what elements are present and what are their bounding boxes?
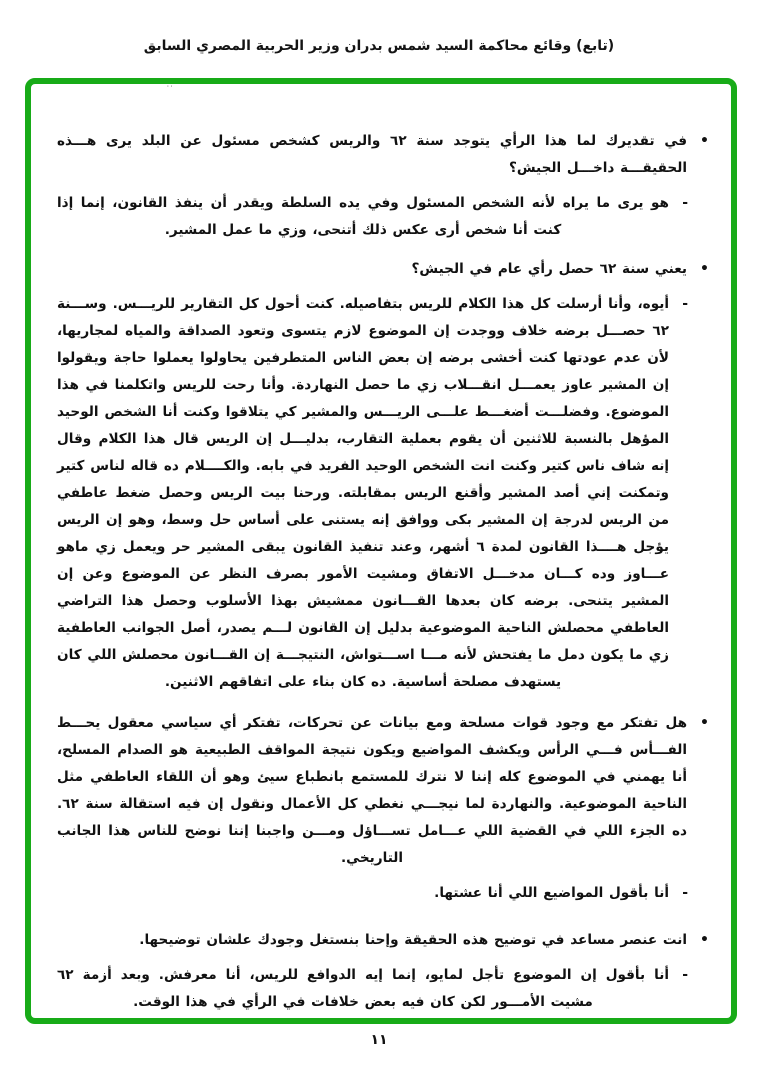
dash-icon: - <box>682 967 688 983</box>
qa-question <box>57 128 709 182</box>
qa-answer <box>57 880 709 907</box>
qa-answer <box>57 190 709 244</box>
dash-icon: - <box>682 296 688 312</box>
qa-answer <box>57 962 709 1016</box>
answer-text: هو يرى ما يراه لأنه الشخص المسئول وفي يده السلطة ويقدر أن ينفذ القانون، إنما إذا كنت أنا شخص أرى عكس ذلك أتنحى، وزي ما عمل المشير. <box>57 195 669 238</box>
question-text: في تقديرك لما هذا الرأي يتوجد سنة ٦٢ والريس كشخص مسئول عن البلد يرى هـــذه الحقيقـــة داخـــل الجيش؟ <box>57 133 687 176</box>
page-number: ١١ <box>370 1032 388 1048</box>
bullet-icon: • <box>700 261 709 277</box>
answer-text: أنا بأقول المواضيع اللي أنا عشتها. <box>434 885 669 901</box>
bullet-icon: • <box>700 715 709 731</box>
question-text: يعني سنة ٦٢ حصل رأي عام في الجيش؟ <box>411 261 687 277</box>
bullet-icon: • <box>700 133 709 149</box>
qa-question <box>57 710 709 872</box>
transcript-body <box>31 84 731 1018</box>
document-title: (تابع) وقائع محاكمة السيد شمس بدران وزير الحربية المصري السابق <box>143 38 615 54</box>
qa-question <box>57 256 709 283</box>
question-text: انت عنصر مساعد في توضيح هذه الحقيقة وإحنا بنستغل وجودك علشان توضيحها. <box>139 932 687 948</box>
qa-answer <box>57 291 709 696</box>
answer-text: أيوه، وأنا أرسلت كل هذا الكلام للريس بتفاصيله. كنت أحول كل التقارير للريـــس. وســـنة ٦٢ حصـــل برضه خلاف ووجدت إن الموضوع لازم يتسوى وتعود الصداقة والمياه لمجاريها، لأن عدم عودتها كنت أخشى برضه إن بعض الناس المتطرفين يحاولوا يعملوا حاجة ويقولوا إن المشير عاوز يعمـــل انقـــلاب زي ما حصل النهاردة. وأنا رحت للريس واتكلمنا في هذا الموضوع. وفضلـــت أضغـــط علـــى الريـــس والمشير كي يتلاقوا وكنت أنا الشخص الوحيد المؤهل بالنسبة للاثنين أن يقوم بعملية التقارب، بدليـــل إن الريس قال هذا الكلام وقال إنه شاف ناس كتير وكنت انت الشخص الوحيد الفريد في بابه. والكــــلام ده قاله لناس كتير وتمكنت إني أصد المشير وأقنع الريس بمقابلته. ورحنا بيت الريس وحصل ضغط عاطفي من الريس لدرجة إن المشير بكى ووافق إنه يستنى على أساس حل وسط، وهو إن الريس يؤجل هــــذا القانون لمدة ٦ أشهر، وعند تنفيذ القانون يبقى المشير حر ويعمل زي ماهو عـــاوز وده كـــان مدخـــل الاتفاق ومشيت الأمور بصرف النظر عن الموضوع وعن إن المشير يتنحى. برضه كان بعدها القـــانون ممشيش بهذا الأسلوب وحصل هذا التراضي العاطفي محصلش الناحية الموضوعية بدليل إن القانون لـــم يصدر، أصل الجوانب العاطفية زي ما يكون دمل ما يفتحش لأنه مـــا اســـتواش، النتيجـــة إن القـــانون محصلش اللي كان يستهدف مصلحة أساسية. ده كان بناء على اتفاقهم الاثنين. <box>57 296 669 690</box>
dash-icon: - <box>682 885 688 901</box>
question-text: هل تفتكر مع وجود قوات مسلحة ومع بيانات عن تحركات، تفتكر أي سياسي معقول يحـــط الفـــأس فـــي الرأس ويكشف المواضيع ويكون نتيجة المواقف الطبيعية هو الصدام المسلح، أنا يهمني في الموضوع كله إننا لا نترك للمستمع بانطباع سيئ وهو أن اللقاء العاطفي مثل الناحية الموضوعية. والنهاردة لما نيجـــي نغطي كل الأعمال ونقول إن فيه استقالة سنة ٦٢. ده الجزء اللي في القضية اللي عـــامل تســـاؤل ومـــن واجبنا إننا نوضح للناس هذا الجانب التاريخي. <box>57 715 687 866</box>
scan-artifact: ٠٠ <box>166 82 174 90</box>
answer-text: أنا بأقول إن الموضوع تأجل لمايو، إنما إيه الدوافع للريس، أنا معرفش. وبعد أزمة ٦٢ مشيت الأمـــور لكن كان فيه بعض خلافات في الرأي في هذا الوقت. <box>57 967 669 1010</box>
dash-icon: - <box>682 195 688 211</box>
qa-question <box>57 927 709 954</box>
bullet-icon: • <box>700 932 709 948</box>
